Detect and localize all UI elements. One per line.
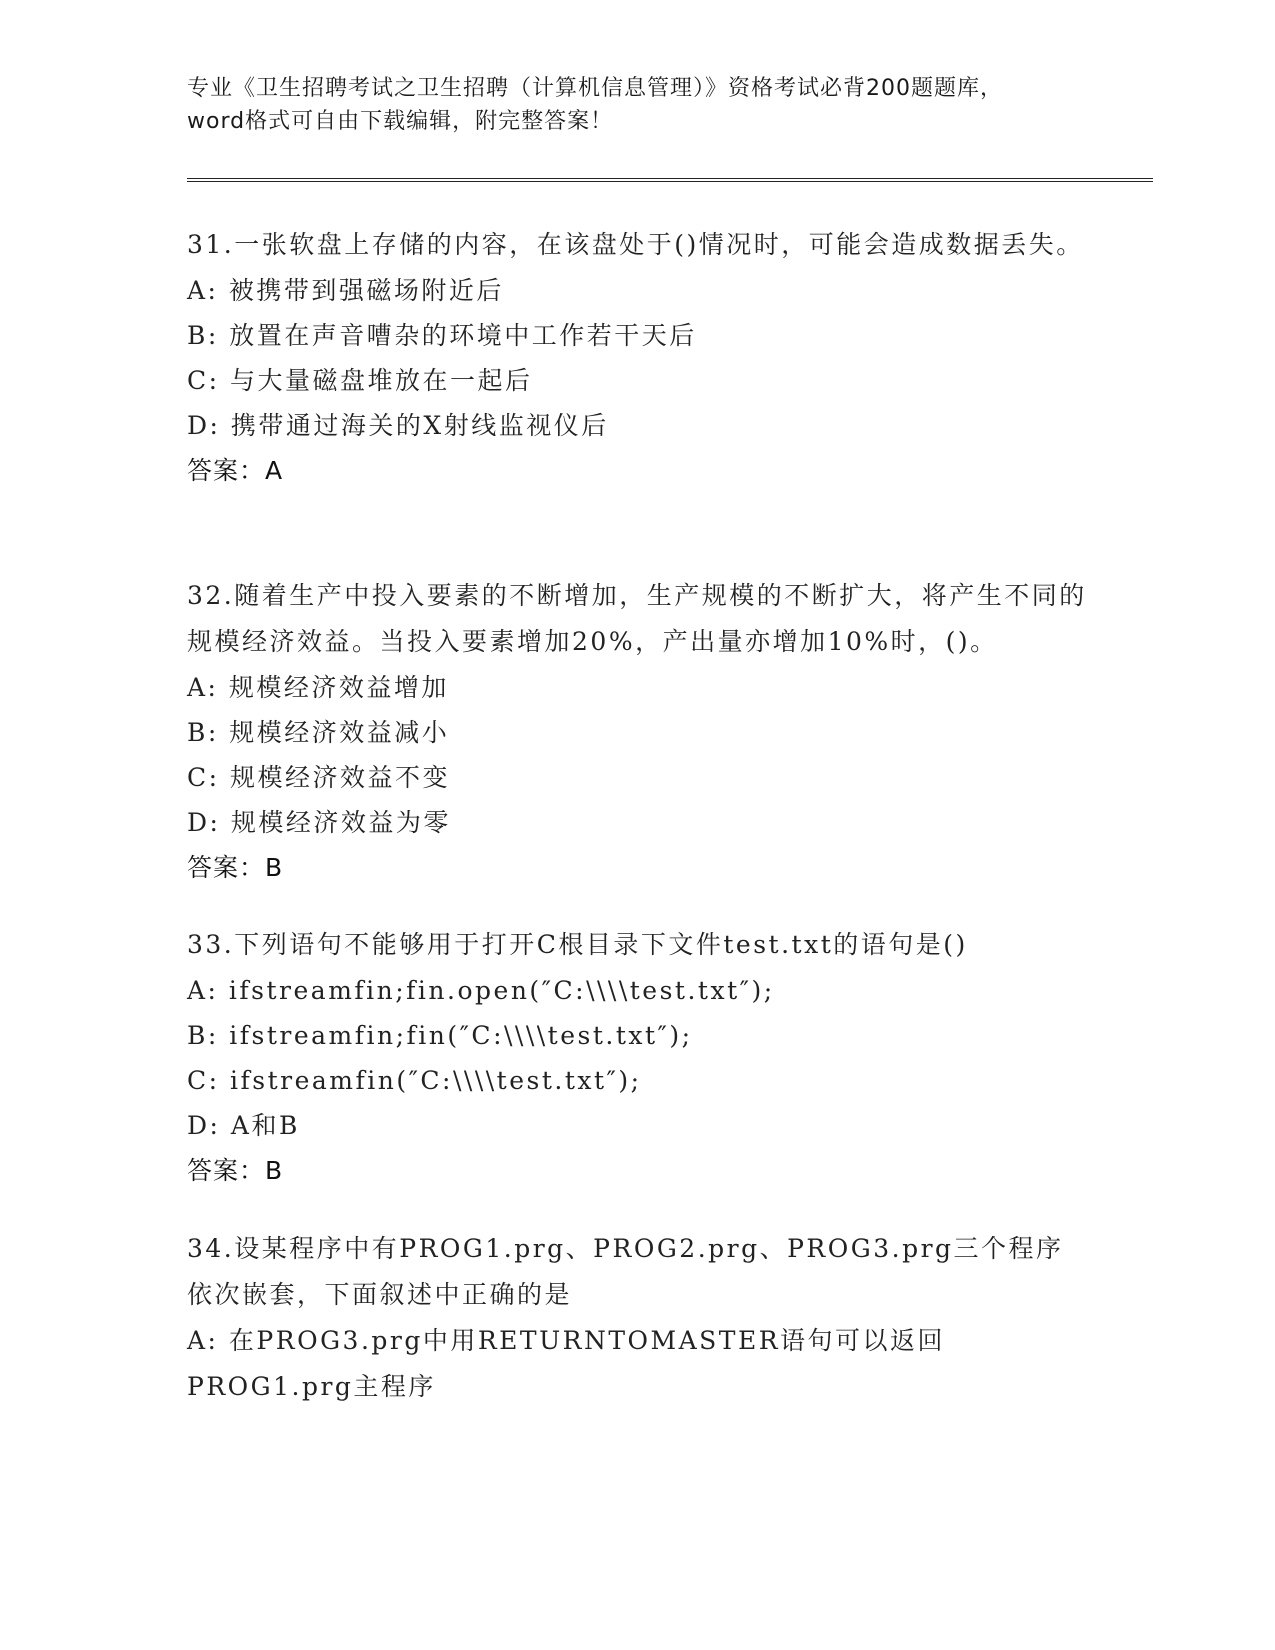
option-c: C: 与大量磁盘堆放在一起后 — [187, 366, 533, 395]
document-header — [187, 72, 1087, 138]
header-line-2: word格式可自由下载编辑，附完整答案！ — [187, 109, 614, 134]
header-divider — [187, 178, 1153, 182]
option-b: B: 规模经济效益减小 — [187, 718, 450, 747]
answer-label: 答案： — [187, 853, 266, 882]
header-line-1: 专业《卫生招聘考试之卫生招聘（计算机信息管理）》资格考试必背200题题库， — [187, 76, 1003, 101]
option-a: A: 被携带到强磁场附近后 — [187, 276, 504, 305]
option-a: A: ifstreamfin;fin.open(″C:\\\\test.txt″); — [187, 976, 775, 1005]
question-34 — [187, 1226, 1087, 1410]
option-b: B: 放置在声音嘈杂的环境中工作若干天后 — [187, 321, 697, 350]
answer-line — [187, 845, 1087, 890]
answer-value: B — [265, 853, 284, 882]
question-32 — [187, 573, 1087, 890]
answer-label: 答案： — [187, 456, 266, 485]
question-stem: 31.一张软盘上存储的内容，在该盘处于()情况时，可能会造成数据丢失。 — [187, 230, 1084, 259]
option-d: D: A和B — [187, 1111, 300, 1140]
option-d: D: 携带通过海关的X射线监视仪后 — [187, 411, 609, 440]
question-stem: 34.设某程序中有PROG1.prg、PROG2.prg、PROG3.prg三个程序依次嵌套，下面叙述中正确的是 — [187, 1234, 1064, 1309]
answer-value: A — [265, 456, 284, 485]
answer-value: B — [265, 1156, 284, 1185]
option-c: C: ifstreamfin(″C:\\\\test.txt″); — [187, 1066, 642, 1095]
option-b: B: ifstreamfin;fin(″C:\\\\test.txt″); — [187, 1021, 693, 1050]
answer-label: 答案： — [187, 1156, 266, 1185]
question-stem: 32.随着生产中投入要素的不断增加，生产规模的不断扩大，将产生不同的规模经济效益。当投入要素增加20%，产出量亦增加10%时，()。 — [187, 581, 1087, 656]
answer-line — [187, 448, 1087, 493]
option-d: D: 规模经济效益为零 — [187, 808, 451, 837]
option-a: A: 规模经济效益增加 — [187, 673, 449, 702]
option-c: C: 规模经济效益不变 — [187, 763, 450, 792]
question-stem: 33.下列语句不能够用于打开C根目录下文件test.txt的语句是() — [187, 930, 968, 959]
option-a: A: 在PROG3.prg中用RETURNTOMASTER语句可以返回PROG1.prg主程序 — [187, 1326, 946, 1401]
question-33 — [187, 922, 1087, 1193]
answer-line — [187, 1148, 1087, 1193]
question-31 — [187, 222, 1087, 493]
